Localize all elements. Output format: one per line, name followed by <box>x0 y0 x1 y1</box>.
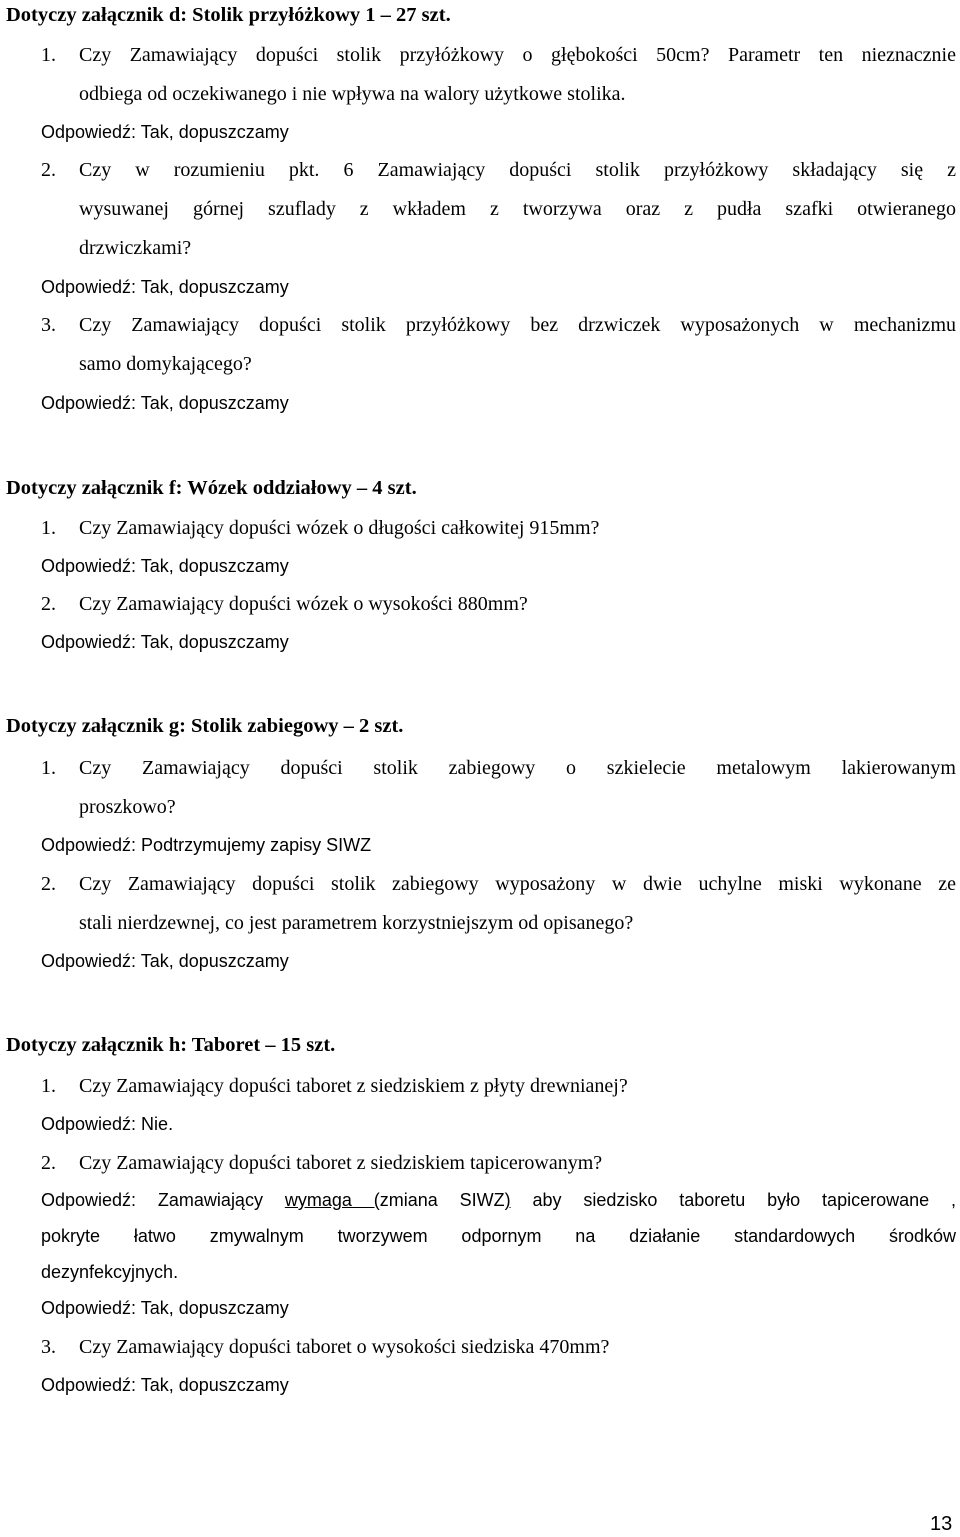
section-heading-d: Dotyczy załącznik d: Stolik przyłóżkowy 1 – 27 szt. <box>6 4 451 26</box>
answer-text: Odpowiedź: Nie. <box>41 1114 174 1134</box>
answer-text: Odpowiedź: Tak, dopuszczamy <box>41 556 289 576</box>
section-heading-g: Dotyczy załącznik g: Stolik zabiegowy – 2 szt. <box>6 715 404 737</box>
answer-text: Odpowiedź: Tak, dopuszczamy <box>41 122 289 142</box>
page-number: 13 <box>930 1513 953 1535</box>
question-line: Czy Zamawiający dopuści stolik przyłóżkowy o głębokości 50cm? Parametr ten nieznacznie <box>79 44 956 66</box>
answer-part: zmiana SIWZ <box>379 1190 505 1210</box>
item-number: 1. <box>41 44 56 66</box>
section-heading-f: Dotyczy załącznik f: Wózek oddziałowy – 4 szt. <box>6 477 417 499</box>
question-line: Czy Zamawiający dopuści stolik zabiegowy wyposażony w dwie uchylne miski wykonane ze <box>79 873 956 895</box>
question-line: Czy Zamawiający dopuści stolik zabiegowy o szkielecie metalowym lakierowanym <box>79 757 956 779</box>
item-number: 1. <box>41 1075 56 1097</box>
question-line: Czy Zamawiający dopuści wózek o wysokości 880mm? <box>79 593 528 615</box>
question-line: proszkowo? <box>79 796 176 818</box>
item-number: 1. <box>41 517 56 539</box>
item-number: 2. <box>41 593 56 615</box>
question-line: stali nierdzewnej, co jest parametrem korzystniejszym od opisanego? <box>79 912 634 934</box>
question-line: Czy Zamawiający dopuści taboret o wysokości siedziska 470mm? <box>79 1336 610 1358</box>
question-line: Czy Zamawiający dopuści wózek o długości całkowitej 915mm? <box>79 517 600 539</box>
answer-text: Odpowiedź: Tak, dopuszczamy <box>41 951 289 971</box>
item-number: 3. <box>41 1336 56 1358</box>
answer-part: aby siedzisko taboretu było tapicerowane , <box>510 1190 956 1210</box>
question-line: Czy w rozumieniu pkt. 6 Zamawiający dopuści stolik przyłóżkowy składający się z <box>79 159 956 181</box>
answer-line: pokryte łatwo zmywalnym tworzywem odpornym na działanie standardowych środków <box>41 1226 956 1246</box>
item-number: 2. <box>41 159 56 181</box>
item-number: 1. <box>41 757 56 779</box>
question-line: Czy Zamawiający dopuści taboret z siedziskiem z płyty drewnianej? <box>79 1075 628 1097</box>
answer-text: Odpowiedź: Tak, dopuszczamy <box>41 393 289 413</box>
answer-text-multiline <box>41 1189 956 1211</box>
item-number: 2. <box>41 873 56 895</box>
item-number: 2. <box>41 1152 56 1174</box>
answer-part: Odpowiedź: Zamawiający <box>41 1190 285 1210</box>
answer-text: Odpowiedź: Tak, dopuszczamy <box>41 1375 289 1395</box>
question-line: odbiega od oczekiwanego i nie wpływa na walory użytkowe stolika. <box>79 83 626 105</box>
item-number: 3. <box>41 314 56 336</box>
answer-line: dezynfekcyjnych. <box>41 1262 179 1282</box>
question-line: samo domykającego? <box>79 353 252 375</box>
answer-text: Odpowiedź: Tak, dopuszczamy <box>41 632 289 652</box>
section-heading-h: Dotyczy załącznik h: Taboret – 15 szt. <box>6 1034 336 1056</box>
question-line: drzwiczkami? <box>79 237 192 259</box>
answer-part-underlined: wymaga ( <box>284 1190 380 1210</box>
answer-text: Odpowiedź: Podtrzymujemy zapisy SIWZ <box>41 835 372 855</box>
answer-text: Odpowiedź: Tak, dopuszczamy <box>41 1298 289 1318</box>
question-line: Czy Zamawiający dopuści stolik przyłóżkowy bez drzwiczek wyposażonych w mechanizmu <box>79 314 956 336</box>
answer-part-underlined: ) <box>504 1190 511 1210</box>
answer-text: Odpowiedź: Tak, dopuszczamy <box>41 277 289 297</box>
question-line: wysuwanej górnej szuflady z wkładem z tworzywa oraz z pudła szafki otwieranego <box>79 198 956 220</box>
question-line: Czy Zamawiający dopuści taboret z siedziskiem tapicerowanym? <box>79 1152 603 1174</box>
